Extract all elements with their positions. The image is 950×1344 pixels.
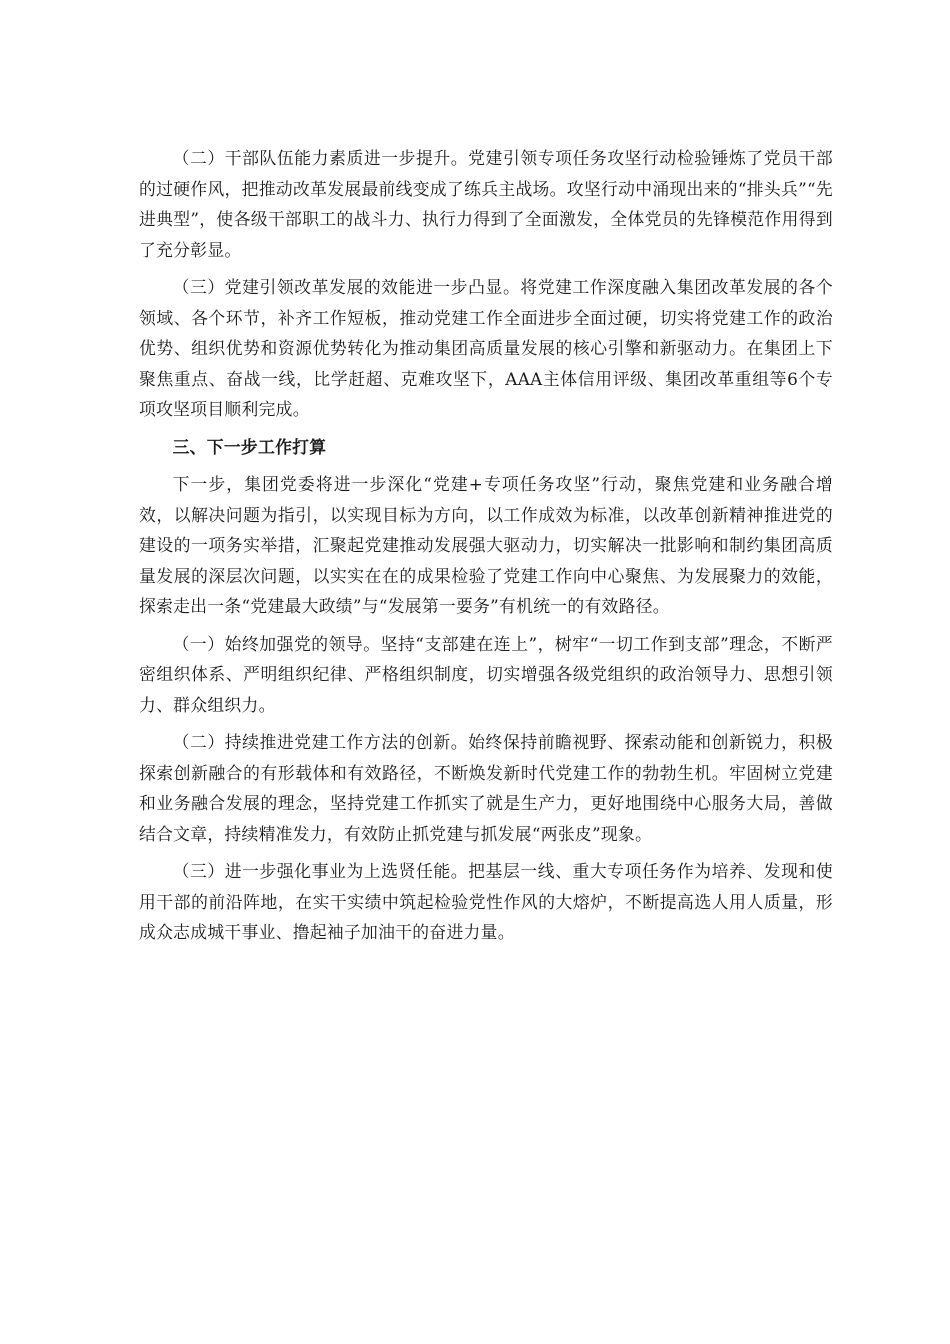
paragraph-method-innovation: （二）持续推进党建工作方法的创新。始终保持前瞻视野、探索动能和创新锐力，积极探索创新融合的有形载体和有效路径，不断焕发新时代党建工作的勃勃生机。牢固树立党建和业务融合发展的理念，坚持党建工作抓实了就是生产力，更好地围绕中心服务大局，善做结合文章，持续精准发力，有效防止抓党建与抓发展“两张皮”现象。 [139,732,833,844]
paragraph-reform-efficiency: （三）党建引领改革发展的效能进一步凸显。将党建工作深度融入集团改革发展的各个领域、各个环节，补齐工作短板，推动党建工作全面进步全面过硬，切实将党建工作的政治优势、组织优势和资源优势转化为推动集团高质量发展的核心引擎和新驱动力。在集团上下聚焦重点、奋战一线，比学赶超、克难攻坚下，AAA主体信用评级、集团改革重组等6个专项攻坚项目顺利完成。 [139,277,833,419]
paragraph-cadre-capability: （二）干部队伍能力素质进一步提升。党建引领专项任务攻坚行动检验锤炼了党员干部的过硬作风，把推动改革发展最前线变成了练兵主战场。攻坚行动中涌现出来的“排头兵”“先进典型”，使各级干部职工的战斗力、执行力得到了全面激发，全体党员的先锋模范作用得到了充分彰显。 [139,148,833,260]
paragraph-next-steps-intro: 下一步，集团党委将进一步深化“党建+专项任务攻坚”行动，聚焦党建和业务融合增效，以解决问题为指引，以实现目标为方向，以工作成效为标准，以改革创新精神推进党的建设的一项务实举措，汇聚起党建推动发展强大驱动力，切实解决一批影响和制约集团高质量发展的深层次问题，以实实在在的成果检验了党建工作向中心聚焦、为发展聚力的效能，探索走出一条“党建最大政绩”与“发展第一要务”有机统一的有效路径。 [139,474,833,616]
section-heading-next-steps: 三、下一步工作打算 [172,436,327,457]
paragraph-party-leadership: （一）始终加强党的领导。坚持“支部建在连上”，树牢“一切工作到支部”理念，不断严密组织体系、严明组织纪律、严格组织制度，切实增强各级党组织的政治领导力、思想引领力、群众组织力。 [139,633,833,715]
paragraph-talent-selection: （三）进一步强化事业为上选贤任能。把基层一线、重大专项任务作为培养、发现和使用干部的前沿阵地，在实干实绩中筑起检验党性作风的大熔炉，不断提高选人用人质量，形成众志成城干事业、撸起袖子加油干的奋进力量。 [139,861,833,942]
document-page [139,143,833,955]
